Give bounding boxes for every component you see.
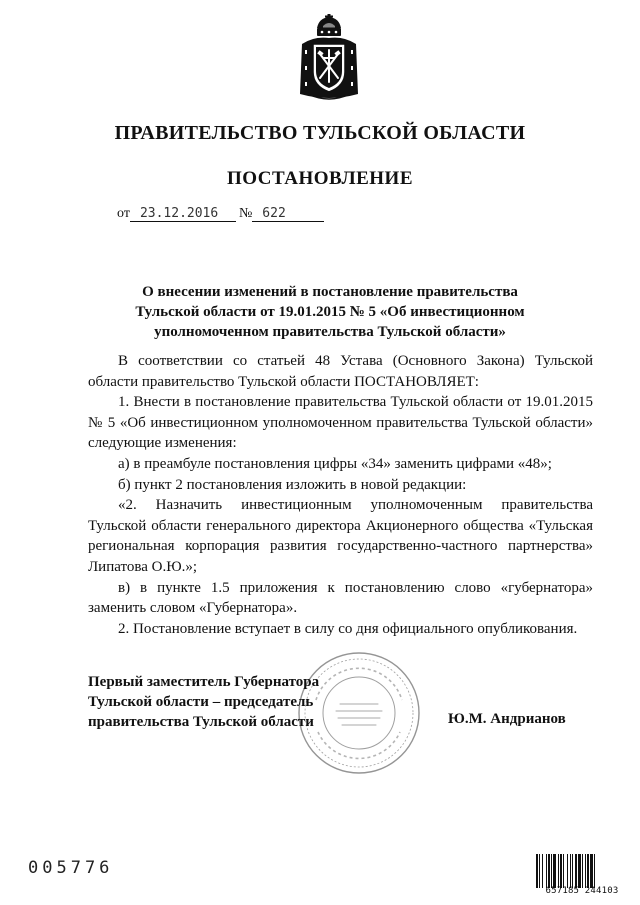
barcode-bar <box>590 854 593 888</box>
date-prefix: от <box>117 206 130 221</box>
body-paragraph: «2. Назначить инвестиционным уполномоченным правительства Тульской области генерального директора Акционерного общества «Тульская региональная корпорация развития государственно-частного партнерства» Липатова О.Ю.»; <box>88 497 593 575</box>
document-body <box>88 351 593 639</box>
body-paragraph: а) в преамбуле постановления цифры «34» заменить цифрами «48»; <box>118 455 552 472</box>
subject-line: О внесении изменений в постановление правительства <box>142 284 518 300</box>
barcode-bar <box>582 854 583 888</box>
barcode-bar <box>575 854 577 888</box>
barcode-bar <box>560 854 562 888</box>
barcode-icon <box>536 854 628 888</box>
serial-number: 005776 <box>28 858 114 878</box>
barcode-bar <box>542 854 543 888</box>
body-paragraph: 1. Внести в постановление правительства Тульской области от 19.01.2015 № 5 «Об инвестиционном уполномоченном правительства Тульской области» следующие изменения: <box>88 394 593 452</box>
signer-position-line: Тульской области – председатель <box>88 694 314 710</box>
body-paragraph: В соответствии со статьей 48 Устава (Основного Закона) Тульской области правительство Тульской области ПОСТАНОВЛЯЕТ: <box>88 353 593 390</box>
barcode-bar <box>578 854 581 888</box>
barcode-bar <box>563 854 564 888</box>
signer-name: Ю.М. Андрианов <box>448 711 566 727</box>
barcode-bar <box>548 854 550 888</box>
signer-position <box>88 672 348 732</box>
barcode-bar <box>536 854 538 888</box>
barcode-bar <box>558 854 559 888</box>
body-paragraph: 2. Постановление вступает в силу со дня официального опубликования. <box>118 620 578 637</box>
government-title: ПРАВИТЕЛЬСТВО ТУЛЬСКОЙ ОБЛАСТИ <box>114 122 526 144</box>
document-number: 622 <box>252 206 324 222</box>
barcode-bar <box>572 854 573 888</box>
barcode-digits: 657185 244103 <box>545 886 619 896</box>
subject-line: уполномоченном правительства Тульской области» <box>154 324 506 340</box>
signer-position-line: Первый заместитель Губернатора <box>88 674 320 690</box>
tula-coat-of-arms-icon <box>298 14 360 100</box>
barcode-bar <box>567 854 568 888</box>
barcode-bar <box>546 854 547 888</box>
body-paragraph: в) в пункте 1.5 приложения к постановлению слово «губернатора» заменить словом «Губернатора». <box>88 579 593 617</box>
body-paragraph: б) пункт 2 постановления изложить в новой редакции: <box>118 476 467 493</box>
number-label: № <box>238 206 253 221</box>
document-subject <box>100 282 560 342</box>
signer-position-line: правительства Тульской области <box>88 714 314 730</box>
barcode-bar <box>551 854 552 888</box>
registration-line <box>117 205 324 222</box>
barcode-bar <box>539 854 540 888</box>
subject-line: Тульской области от 19.01.2015 № 5 «Об инвестиционном <box>135 304 525 320</box>
barcode-bar <box>553 854 556 888</box>
barcode-bar <box>585 854 586 888</box>
document-date: 23.12.2016 <box>130 206 236 222</box>
document-type: ПОСТАНОВЛЕНИЕ <box>226 168 414 189</box>
barcode-bar <box>570 854 571 888</box>
barcode-bar <box>587 854 589 888</box>
barcode-bar <box>594 854 595 888</box>
